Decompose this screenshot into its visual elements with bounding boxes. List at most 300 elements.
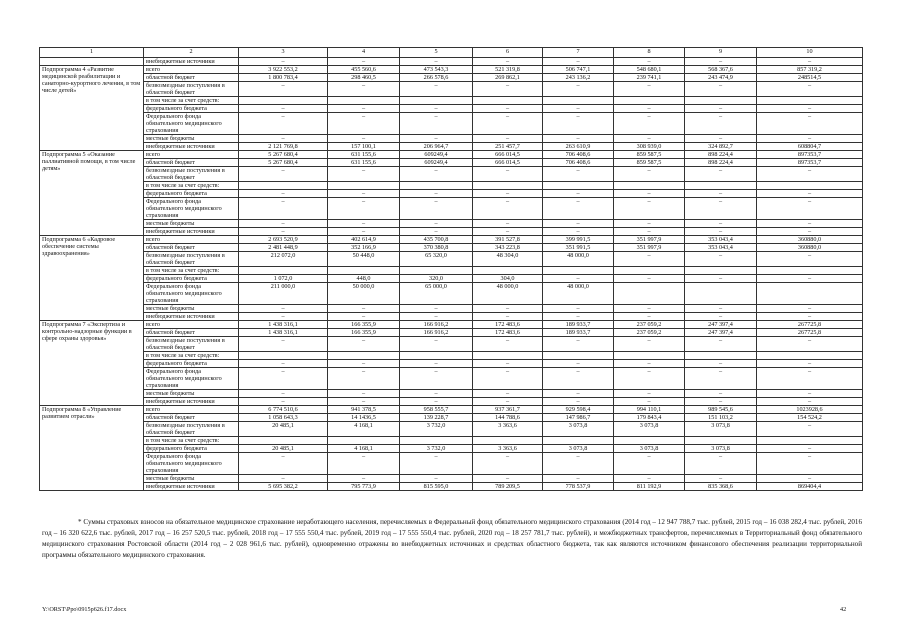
value-cell (473, 267, 543, 275)
value-cell: – (400, 305, 473, 313)
value-cell: – (614, 398, 685, 406)
value-cell: – (473, 105, 543, 113)
value-cell: 48 000,0 (543, 283, 614, 305)
value-cell: 166 355,9 (328, 321, 400, 329)
value-cell: – (328, 453, 400, 475)
table-row (40, 283, 863, 305)
value-cell: – (400, 135, 473, 143)
value-cell: 266 578,6 (400, 74, 473, 82)
value-cell: 151 103,2 (685, 414, 757, 422)
value-cell: 811 192,9 (614, 483, 685, 491)
value-cell: – (473, 398, 543, 406)
value-cell: 65 320,0 (400, 252, 473, 267)
value-cell: 352 166,9 (328, 244, 400, 252)
value-cell (543, 352, 614, 360)
table-row (40, 143, 863, 151)
header-cell: 6 (473, 48, 543, 58)
source-label: в том числе за счет средств: (144, 182, 239, 190)
table-row (40, 220, 863, 228)
value-cell: – (614, 368, 685, 390)
value-cell (328, 352, 400, 360)
value-cell: 243 136,2 (543, 74, 614, 82)
value-cell (239, 352, 328, 360)
table-row (40, 275, 863, 283)
value-cell: – (328, 135, 400, 143)
value-cell: 1023928,6 (757, 406, 863, 414)
value-cell: – (685, 252, 757, 267)
value-cell: 3 073,8 (614, 422, 685, 437)
value-cell: 1 438 316,1 (239, 321, 328, 329)
value-cell: – (757, 252, 863, 267)
table-row (40, 198, 863, 220)
value-cell: – (239, 313, 328, 321)
value-cell: – (685, 360, 757, 368)
value-cell: – (757, 135, 863, 143)
value-cell: 269 862,1 (473, 74, 543, 82)
source-label: внебюджетные источники (144, 483, 239, 491)
table-row (40, 74, 863, 82)
value-cell: 3 363,6 (473, 422, 543, 437)
value-cell: 3 073,8 (685, 445, 757, 453)
value-cell: 351 997,9 (614, 236, 685, 244)
value-cell: – (239, 475, 328, 483)
value-cell: 189 933,7 (543, 329, 614, 337)
value-cell: – (473, 82, 543, 97)
value-cell: 351 997,9 (614, 244, 685, 252)
value-cell: 212 072,0 (239, 252, 328, 267)
value-cell: 859 587,5 (614, 159, 685, 167)
value-cell: 20 485,1 (239, 445, 328, 453)
value-cell: – (685, 275, 757, 283)
value-cell: 304,0 (473, 275, 543, 283)
value-cell (328, 97, 400, 105)
value-cell: – (400, 360, 473, 368)
header-cell: 2 (144, 48, 239, 58)
table-row (40, 82, 863, 97)
subprogram-name (40, 58, 144, 66)
table-row (40, 244, 863, 252)
value-cell (400, 182, 473, 190)
value-cell: 206 964,7 (400, 143, 473, 151)
table-row (40, 406, 863, 414)
value-cell: – (543, 220, 614, 228)
value-cell: – (239, 390, 328, 398)
source-label: всего (144, 406, 239, 414)
value-cell: – (473, 313, 543, 321)
value-cell: 237 059,2 (614, 321, 685, 329)
value-cell: 929 598,4 (543, 406, 614, 414)
source-label: всего (144, 151, 239, 159)
value-cell: – (328, 368, 400, 390)
source-label: федерального бюджета (144, 360, 239, 368)
value-cell: – (614, 475, 685, 483)
value-cell: 435 700,8 (400, 236, 473, 244)
source-label: безвозмездные поступления в областной бюджет (144, 167, 239, 182)
value-cell: – (614, 390, 685, 398)
value-cell: 343 223,8 (473, 244, 543, 252)
value-cell: – (473, 390, 543, 398)
value-cell (400, 267, 473, 275)
funding-table (39, 47, 863, 491)
value-cell (614, 267, 685, 275)
table-row (40, 437, 863, 445)
value-cell: – (757, 360, 863, 368)
value-cell: – (543, 390, 614, 398)
table-row (40, 151, 863, 159)
value-cell: – (757, 368, 863, 390)
value-cell: 778 537,9 (543, 483, 614, 491)
value-cell: – (614, 220, 685, 228)
value-cell: – (685, 167, 757, 182)
source-label: местные бюджеты (144, 220, 239, 228)
page-number: 42 (840, 606, 847, 613)
value-cell (328, 182, 400, 190)
value-cell: – (328, 228, 400, 236)
table-row (40, 305, 863, 313)
value-cell: 706 408,6 (543, 159, 614, 167)
value-cell: – (685, 113, 757, 135)
value-cell: – (543, 135, 614, 143)
value-cell: 351 991,5 (543, 244, 614, 252)
header-cell: 9 (685, 48, 757, 58)
value-cell: 3 363,6 (473, 445, 543, 453)
value-cell: – (757, 190, 863, 198)
value-cell: 455 560,6 (328, 66, 400, 74)
value-cell: 994 110,1 (614, 406, 685, 414)
value-cell: – (473, 305, 543, 313)
value-cell (614, 97, 685, 105)
value-cell: – (757, 167, 863, 182)
value-cell: 2 693 520,9 (239, 236, 328, 244)
value-cell: – (400, 398, 473, 406)
value-cell: 521 319,8 (473, 66, 543, 74)
table-row (40, 453, 863, 475)
source-label: Федерального фонда обязательного медицинского страхования (144, 198, 239, 220)
value-cell (685, 267, 757, 275)
table-row (40, 97, 863, 105)
value-cell: – (757, 113, 863, 135)
value-cell (400, 97, 473, 105)
source-label: внебюджетные источники (144, 228, 239, 236)
table-row (40, 58, 863, 66)
value-cell: 320,0 (400, 275, 473, 283)
source-label: безвозмездные поступления в областной бюджет (144, 337, 239, 352)
value-cell: – (328, 113, 400, 135)
header-cell: 7 (543, 48, 614, 58)
table-row (40, 236, 863, 244)
value-cell (543, 267, 614, 275)
value-cell: – (239, 305, 328, 313)
value-cell: 399 991,5 (543, 236, 614, 244)
value-cell: – (543, 337, 614, 352)
value-cell: – (614, 58, 685, 66)
value-cell: – (685, 475, 757, 483)
value-cell: 631 155,6 (328, 159, 400, 167)
value-cell (473, 182, 543, 190)
value-cell: 50 448,0 (328, 252, 400, 267)
value-cell: 448,0 (328, 275, 400, 283)
value-cell: – (614, 135, 685, 143)
value-cell: – (614, 82, 685, 97)
value-cell: 937 361,7 (473, 406, 543, 414)
value-cell: 666 014,5 (473, 159, 543, 167)
value-cell: 706 408,6 (543, 151, 614, 159)
value-cell: – (757, 398, 863, 406)
value-cell (685, 437, 757, 445)
value-cell: 179 843,4 (614, 414, 685, 422)
value-cell: – (543, 113, 614, 135)
source-label: безвозмездные поступления в областной бюджет (144, 82, 239, 97)
value-cell: 391 527,8 (473, 236, 543, 244)
value-cell: 3 732,0 (400, 422, 473, 437)
source-label: внебюджетные источники (144, 398, 239, 406)
value-cell: 609249,4 (400, 159, 473, 167)
value-cell (543, 182, 614, 190)
value-cell: 4 168,1 (328, 422, 400, 437)
value-cell: 897353,7 (757, 151, 863, 159)
source-label: всего (144, 66, 239, 74)
table-row (40, 360, 863, 368)
value-cell: 243 474,9 (685, 74, 757, 82)
value-cell: – (757, 58, 863, 66)
value-cell: – (473, 475, 543, 483)
value-cell: 172 483,6 (473, 321, 543, 329)
value-cell: 6 774 510,6 (239, 406, 328, 414)
value-cell: – (473, 368, 543, 390)
table-row (40, 252, 863, 267)
value-cell: 360880,0 (757, 244, 863, 252)
value-cell: – (473, 167, 543, 182)
value-cell: – (614, 167, 685, 182)
value-cell (685, 352, 757, 360)
header-cell: 3 (239, 48, 328, 58)
value-cell: – (400, 368, 473, 390)
value-cell: – (757, 453, 863, 475)
value-cell: 3 732,0 (400, 445, 473, 453)
value-cell: 360880,0 (757, 236, 863, 244)
source-label: всего (144, 236, 239, 244)
value-cell: – (473, 337, 543, 352)
value-cell: – (473, 113, 543, 135)
value-cell: – (543, 398, 614, 406)
value-cell: – (614, 337, 685, 352)
value-cell: – (328, 190, 400, 198)
table-row (40, 368, 863, 390)
value-cell: – (757, 220, 863, 228)
value-cell: 248514,5 (757, 74, 863, 82)
value-cell: 267725,8 (757, 329, 863, 337)
value-cell: – (614, 360, 685, 368)
value-cell: – (400, 337, 473, 352)
table-row (40, 182, 863, 190)
table-row (40, 135, 863, 143)
value-cell: – (757, 390, 863, 398)
value-cell: 239 741,1 (614, 74, 685, 82)
value-cell: 857 319,2 (757, 66, 863, 74)
source-label: местные бюджеты (144, 475, 239, 483)
file-path: Y:\ORST\Ppo\0915p626.f17.docx (42, 606, 127, 613)
value-cell: 5 267 680,4 (239, 159, 328, 167)
value-cell: – (757, 313, 863, 321)
table-row (40, 190, 863, 198)
value-cell: 548 680,1 (614, 66, 685, 74)
value-cell: 144 788,6 (473, 414, 543, 422)
value-cell (757, 182, 863, 190)
value-cell (473, 352, 543, 360)
value-cell: 3 073,8 (685, 422, 757, 437)
table-row (40, 445, 863, 453)
value-cell: – (757, 105, 863, 113)
value-cell (757, 283, 863, 305)
value-cell: – (614, 453, 685, 475)
value-cell: – (685, 313, 757, 321)
source-label: местные бюджеты (144, 305, 239, 313)
value-cell: 50 000,0 (328, 283, 400, 305)
value-cell: 353 043,4 (685, 244, 757, 252)
value-cell: 324 892,7 (685, 143, 757, 151)
source-label: внебюджетные источники (144, 313, 239, 321)
subprogram-name: Подпрограмма 8 «Управление развитием отрасли» (40, 406, 144, 491)
value-cell (543, 437, 614, 445)
value-cell: – (473, 228, 543, 236)
value-cell: 48 000,0 (473, 283, 543, 305)
value-cell: – (239, 198, 328, 220)
source-label: в том числе за счет средств: (144, 97, 239, 105)
subprogram-name: Подпрограмма 7 «Экспертиза и контрольно-надзорные функции в сфере охраны здоровья» (40, 321, 144, 406)
table-row (40, 167, 863, 182)
table-row (40, 313, 863, 321)
value-cell (328, 437, 400, 445)
value-cell: – (239, 337, 328, 352)
value-cell: – (328, 313, 400, 321)
value-cell: 958 555,7 (400, 406, 473, 414)
value-cell: 989 545,6 (685, 406, 757, 414)
value-cell: – (614, 113, 685, 135)
value-cell: – (685, 198, 757, 220)
value-cell: – (239, 360, 328, 368)
value-cell: – (400, 113, 473, 135)
value-cell: – (685, 368, 757, 390)
source-label: Федерального фонда обязательного медицинского страхования (144, 113, 239, 135)
value-cell: – (685, 337, 757, 352)
value-cell: – (543, 305, 614, 313)
value-cell: – (328, 198, 400, 220)
value-cell: – (400, 58, 473, 66)
source-label: федерального бюджета (144, 275, 239, 283)
value-cell (685, 283, 757, 305)
value-cell (614, 182, 685, 190)
value-cell: 859 587,5 (614, 151, 685, 159)
source-label: федерального бюджета (144, 190, 239, 198)
value-cell: 941 378,5 (328, 406, 400, 414)
value-cell: – (685, 82, 757, 97)
value-cell (473, 437, 543, 445)
value-cell: 1 058 643,3 (239, 414, 328, 422)
value-cell: 608804,7 (757, 143, 863, 151)
value-cell: 20 485,1 (239, 422, 328, 437)
header-cell: 8 (614, 48, 685, 58)
value-cell: – (543, 360, 614, 368)
value-cell: – (685, 220, 757, 228)
value-cell: – (328, 220, 400, 228)
value-cell: 48 000,0 (543, 252, 614, 267)
header-cell: 1 (40, 48, 144, 58)
value-cell: – (614, 305, 685, 313)
value-cell: – (239, 453, 328, 475)
value-cell: 237 059,2 (614, 329, 685, 337)
value-cell: 5 267 680,4 (239, 151, 328, 159)
value-cell: 3 073,8 (543, 445, 614, 453)
value-cell: – (614, 252, 685, 267)
value-cell: 898 224,4 (685, 159, 757, 167)
value-cell (614, 352, 685, 360)
value-cell: 353 043,4 (685, 236, 757, 244)
value-cell (239, 437, 328, 445)
source-label: безвозмездные поступления в областной бюджет (144, 422, 239, 437)
value-cell: 166 916,2 (400, 329, 473, 337)
value-cell: 3 073,8 (543, 422, 614, 437)
table-row (40, 113, 863, 135)
table-row (40, 483, 863, 491)
value-cell: 666 014,5 (473, 151, 543, 159)
value-cell: – (400, 313, 473, 321)
value-cell: – (543, 475, 614, 483)
value-cell (614, 437, 685, 445)
value-cell (473, 97, 543, 105)
value-cell: – (614, 228, 685, 236)
value-cell: 65 000,0 (400, 283, 473, 305)
value-cell: – (328, 475, 400, 483)
value-cell: – (328, 58, 400, 66)
value-cell (543, 97, 614, 105)
value-cell: – (400, 167, 473, 182)
value-cell: 308 939,0 (614, 143, 685, 151)
value-cell: – (543, 82, 614, 97)
value-cell: – (757, 337, 863, 352)
table-row (40, 390, 863, 398)
value-cell: – (543, 167, 614, 182)
value-cell (685, 97, 757, 105)
value-cell: – (239, 82, 328, 97)
source-label: Федерального фонда обязательного медицинского страхования (144, 453, 239, 475)
value-cell: – (685, 58, 757, 66)
value-cell (239, 267, 328, 275)
value-cell: 835 368,6 (685, 483, 757, 491)
value-cell: 247 397,4 (685, 321, 757, 329)
value-cell: – (328, 305, 400, 313)
value-cell: 631 155,6 (328, 151, 400, 159)
value-cell: – (757, 422, 863, 437)
table-row (40, 267, 863, 275)
value-cell: – (543, 58, 614, 66)
value-cell: – (614, 313, 685, 321)
value-cell: – (614, 190, 685, 198)
value-cell: – (473, 220, 543, 228)
source-label: внебюджетные источники (144, 143, 239, 151)
value-cell: – (543, 228, 614, 236)
value-cell: 1 072,0 (239, 275, 328, 283)
value-cell: – (757, 305, 863, 313)
value-cell (328, 267, 400, 275)
value-cell: 506 747,1 (543, 66, 614, 74)
value-cell: – (239, 228, 328, 236)
value-cell: – (328, 167, 400, 182)
source-label: всего (144, 321, 239, 329)
value-cell: – (757, 82, 863, 97)
source-label: областной бюджет (144, 159, 239, 167)
document-sheet (39, 47, 862, 491)
value-cell (400, 437, 473, 445)
